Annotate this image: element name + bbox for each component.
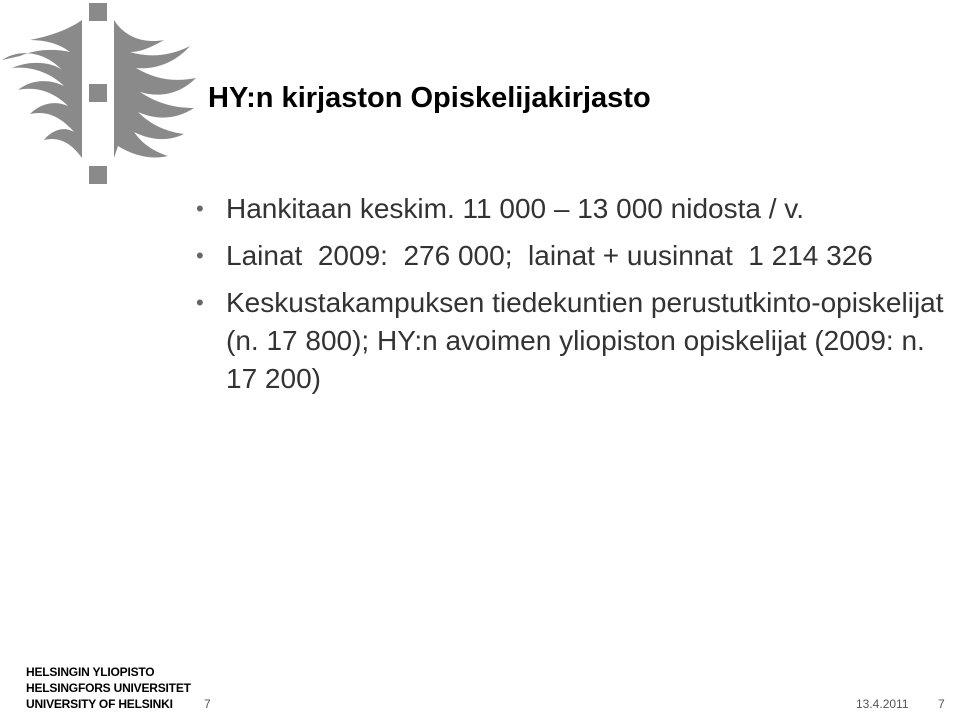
bullet-item xyxy=(196,190,946,228)
footer-date: 13.4.2011 xyxy=(856,697,909,711)
bullet-text: Hankitaan keskim. 11 000 – 13 000 nidosta / v. xyxy=(226,193,804,224)
university-name-logo xyxy=(26,664,191,712)
logo-line-english: UNIVERSITY OF HELSINKI xyxy=(26,697,173,711)
logo-line-swedish: HELSINGFORS UNIVERSITET xyxy=(26,681,191,695)
bullet-text: Keskustakampuksen tiedekuntien perustutkinto-opiskelijat (n. 17 800); HY:n avoimen yliopiston opiskelijat (2009: n. 17 200) xyxy=(226,287,952,394)
university-logo-icon xyxy=(0,0,200,190)
bullet-list xyxy=(196,190,952,407)
bullet-dot-icon: • xyxy=(196,243,204,268)
footer-page-number-right: 7 xyxy=(938,697,945,711)
bullet-item xyxy=(196,237,946,275)
bullet-dot-icon: • xyxy=(196,196,204,221)
bullet-item xyxy=(196,284,952,398)
slide-title: HY:n kirjaston Opiskelijakirjasto xyxy=(208,82,651,114)
bullet-text: Lainat 2009: 276 000; lainat + uusinnat 1 214 326 xyxy=(226,240,873,271)
bullet-dot-icon: • xyxy=(196,290,204,315)
logo-line-finnish: HELSINGIN YLIOPISTO xyxy=(26,665,155,679)
footer-page-number-left: 7 xyxy=(204,697,211,711)
